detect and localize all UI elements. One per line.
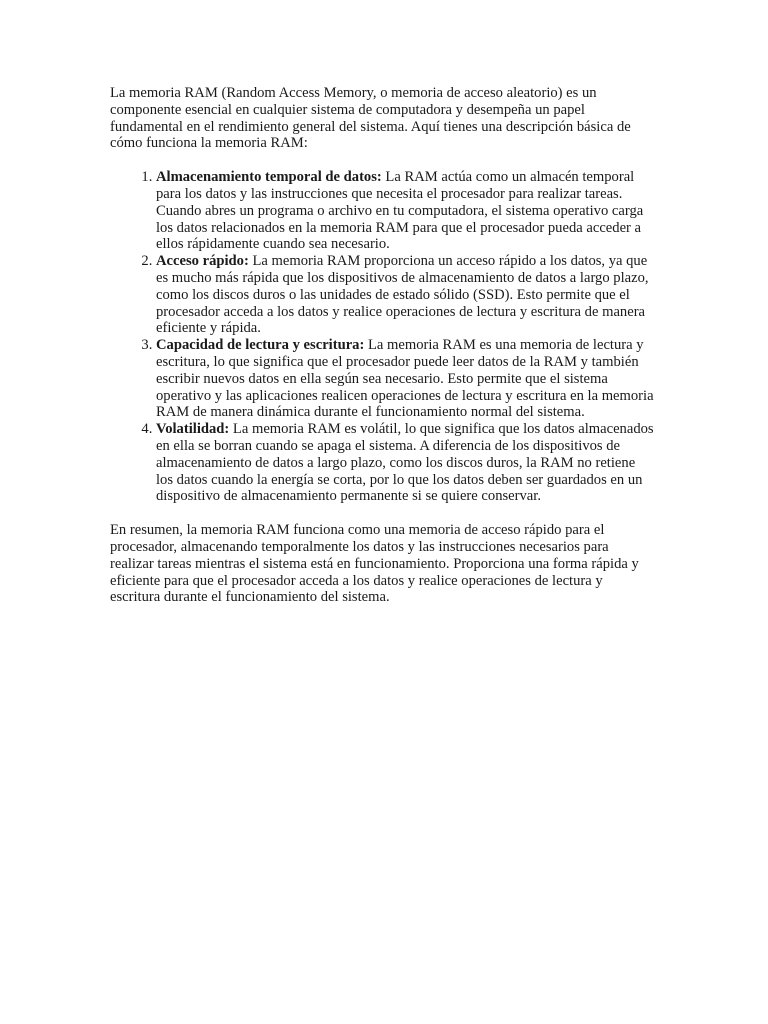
list-item-text: La memoria RAM proporciona un acceso rápido a los datos, ya que es mucho más rápida que los dispositivos de almacenamiento de datos a largo plazo, como los discos duros o las unidades de estado sólido (SSD). Esto permite que el procesador acceda a los datos y realice operaciones de lectura y escritura de manera eficiente y rápida. xyxy=(156,253,649,337)
list-item-term: Almacenamiento temporal de datos: xyxy=(156,169,382,186)
list-item-term: Volatilidad: xyxy=(156,421,230,438)
conclusion-paragraph: En resumen, la memoria RAM funciona como una memoria de acceso rápido para el procesador, almacenando temporalmente los datos y las instrucciones necesarios para realizar tareas mientras el sistema está en funcionamiento. Proporciona una forma rápida y eficiente para que el procesador acceda a los datos y realice operaciones de lectura y escritura durante el funcionamiento del sistema. xyxy=(110,522,639,606)
list-item xyxy=(156,337,655,421)
list-item xyxy=(156,253,655,337)
list-item-text: La memoria RAM es una memoria de lectura y escritura, lo que significa que el procesador puede leer datos de la RAM y también escribir nuevos datos en ella según sea necesario. Esto permite que el sistema operativo y las aplicaciones realicen operaciones de lectura y escritura en la memoria RAM de manera dinámica durante el funcionamiento normal del sistema. xyxy=(156,337,654,421)
list-item-text: La RAM actúa como un almacén temporal para los datos y las instrucciones que necesita el procesador para realizar tareas. Cuando abres un programa o archivo en tu computadora, el sistema operativo carga los datos relacionados en la memoria RAM para que el procesador pueda acceder a ellos rápidamente cuando sea necesario. xyxy=(156,169,644,253)
list-item xyxy=(156,169,655,253)
intro-paragraph: La memoria RAM (Random Access Memory, o memoria de acceso aleatorio) es un componente esencial en cualquier sistema de computadora y desempeña un papel fundamental en el rendimiento general del sistema. Aquí tienes una descripción básica de cómo funciona la memoria RAM: xyxy=(110,85,631,152)
list-item-term: Capacidad de lectura y escritura: xyxy=(156,337,365,354)
list-item-term: Acceso rápido: xyxy=(156,253,249,270)
list-item-text: La memoria RAM es volátil, lo que significa que los datos almacenados en ella se borran cuando se apaga el sistema. A diferencia de los dispositivos de almacenamiento de datos a largo plazo, como los discos duros, la RAM no retiene los datos cuando la energía se corta, por lo que los datos deben ser guardados en un dispositivo de almacenamiento permanente si se quiere conservar. xyxy=(156,421,654,505)
list-item xyxy=(156,421,655,505)
feature-list xyxy=(110,169,655,505)
document-body xyxy=(110,85,655,606)
